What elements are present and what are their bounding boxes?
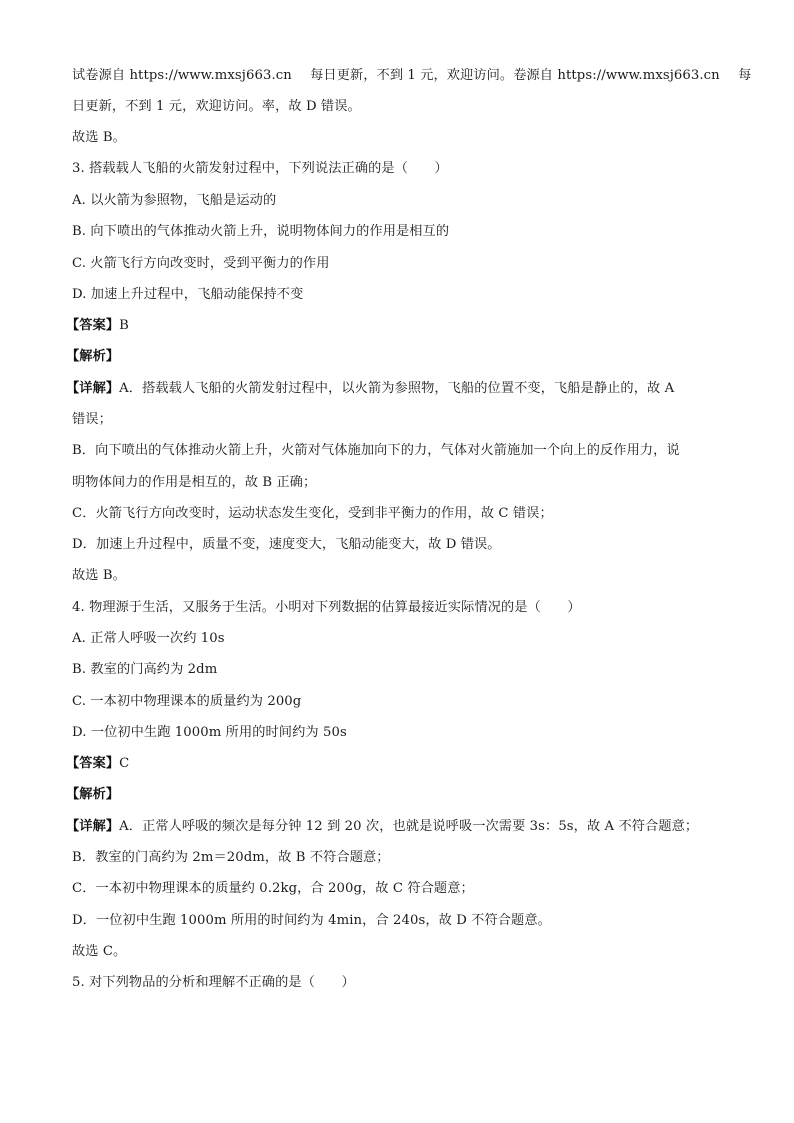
q4-analysis-label bbox=[66, 785, 716, 805]
watermark-url-2[interactable]: https://www.mxsj663.cn bbox=[557, 68, 720, 83]
q2-conclusion: 故选 B。 bbox=[72, 130, 126, 145]
watermark-prefix: 试卷源自 bbox=[72, 68, 126, 83]
q4-conclusion: 故选 C。 bbox=[72, 944, 127, 959]
q4-detail-line-4: D．一位初中生跑 1000m 所用的时间约为 4min，合 240s，故 D 不符合题意。 bbox=[72, 913, 551, 928]
q3-detail-line-6: D．加速上升过程中，质量不变，速度变大，飞船动能变大，故 D 错误。 bbox=[72, 537, 501, 552]
q4-detail-text-1: A．正常人呼吸的频次是每分钟 12 到 20 次，也就是说呼吸一次需要 3s：5s，故 A 不符合题意； bbox=[119, 819, 699, 834]
q4-option-a: A. 正常人呼吸一次约 10s bbox=[72, 631, 225, 646]
q4-answer-label: 【答案】 bbox=[66, 756, 120, 771]
q4-detail-label: 【详解】 bbox=[66, 819, 120, 834]
watermark-suffix: 每 bbox=[738, 68, 752, 83]
q4-answer bbox=[66, 754, 716, 774]
q3-detail-line-4: 明物体间力的作用是相互的，故 B 正确； bbox=[72, 475, 317, 490]
watermark-line-2: 日更新，不到 1 元，欢迎访问。率，故 D 错误。 bbox=[72, 99, 361, 114]
watermark-line-1 bbox=[72, 66, 752, 86]
q5-stem: 5. 对下列物品的分析和理解不正确的是（ ） bbox=[72, 975, 355, 990]
q3-stem: 3. 搭载载人飞船的火箭发射过程中，下列说法正确的是（ ） bbox=[72, 161, 448, 176]
q3-detail-label: 【详解】 bbox=[66, 381, 120, 396]
q4-stem: 4. 物理源于生活，又服务于生活。小明对下列数据的估算最接近实际情况的是（ ） bbox=[72, 600, 581, 615]
q3-answer-value: B bbox=[119, 318, 129, 333]
q3-detail-text-1: A．搭载载人飞船的火箭发射过程中，以火箭为参照物，飞船的位置不变，飞船是静止的，故 A bbox=[119, 381, 675, 396]
q3-option-b: B. 向下喷出的气体推动火箭上升，说明物体间力的作用是相互的 bbox=[72, 224, 450, 239]
q3-option-c: C. 火箭飞行方向改变时，受到平衡力的作用 bbox=[72, 256, 330, 271]
q3-answer-label: 【答案】 bbox=[66, 318, 120, 333]
q4-option-b: B. 教室的门高约为 2dm bbox=[72, 662, 218, 677]
q3-answer bbox=[66, 316, 716, 336]
q4-analysis-heading: 【解析】 bbox=[66, 787, 120, 802]
q4-detail-line-1 bbox=[66, 817, 716, 837]
q4-detail-line-3: C．一本初中物理课本的质量约 0.2kg，合 200g，故 C 符合题意； bbox=[72, 881, 474, 896]
q3-analysis-label bbox=[66, 347, 716, 367]
watermark-url-1[interactable]: https://www.mxsj663.cn bbox=[129, 68, 292, 83]
q3-option-a: A. 以火箭为参照物，飞船是运动的 bbox=[72, 193, 277, 208]
q4-option-c: C. 一本初中物理课本的质量约为 200g bbox=[72, 694, 302, 709]
q3-analysis-heading: 【解析】 bbox=[66, 349, 120, 364]
q3-option-d: D. 加速上升过程中，飞船动能保持不变 bbox=[72, 287, 304, 302]
q3-detail-line-5: C．火箭飞行方向改变时，运动状态发生变化，受到非平衡力的作用，故 C 错误； bbox=[72, 506, 553, 521]
q3-detail-line-1 bbox=[66, 379, 716, 399]
q3-detail-line-2: 错误； bbox=[72, 412, 112, 427]
q4-detail-line-2: B．教室的门高约为 2m＝20dm，故 B 不符合题意； bbox=[72, 850, 390, 865]
q4-answer-value: C bbox=[119, 756, 130, 771]
q3-detail-line-3: B．向下喷出的气体推动火箭上升，火箭对气体施加向下的力，气体对火箭施加一个向上的反作用力，说 bbox=[72, 443, 680, 458]
q4-option-d: D. 一位初中生跑 1000m 所用的时间约为 50s bbox=[72, 725, 347, 740]
watermark-middle: 每日更新，不到 1 元，欢迎访问。卷源自 bbox=[310, 68, 554, 83]
q3-conclusion: 故选 B。 bbox=[72, 568, 126, 583]
